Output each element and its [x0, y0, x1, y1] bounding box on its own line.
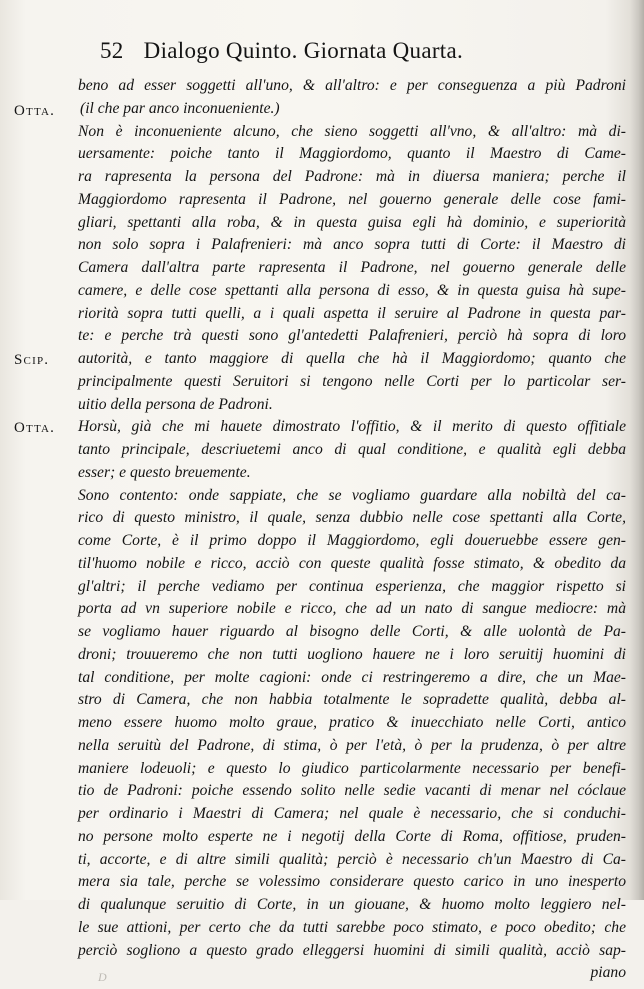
text-line: se vogliamo hauer riguardo al bisogno delle Corti, & alle uolontà de Pa- [78, 623, 626, 640]
text-line: beno ad esser soggetti all'uno, & all'altro: e per conseguenza a più Padroni [78, 77, 626, 94]
text-line: stro di Camera, che non habbia totalmente le sopradette qualità, debba al- [78, 691, 626, 709]
text-line: tanto principale, descriuetemi anco di qual conditione, e qualità egli debba [78, 441, 626, 458]
body-text [78, 75, 626, 985]
text-line: di qualunque seruitio di Corte, in un giouane, & huomo molto leggiero nel- [78, 896, 626, 913]
text-line: uitio della persona de Padroni. [78, 395, 273, 413]
text-line: meno essere huomo molto graue, pratico & inuecchiato nelle Corti, antico [78, 714, 626, 731]
text-line: perciò sogliono a questo grado elleggersi huomini di simili qualità, acciò sap- [78, 941, 626, 959]
speaker-label-otta-2: Otta. [14, 420, 56, 436]
page-header [100, 38, 620, 68]
text-line: Non è inconueniente alcuno, che sieno soggetti all'vno, & all'altro: mà di- [78, 122, 626, 140]
text-line: mera sia tale, perche se volessimo considerare questo carico in uno inesperto [78, 873, 626, 891]
text-line: riorità sopra tutti quelli, a i quali aspetta il seruire al Padrone in questa par- [78, 304, 626, 322]
text-line: Horsù, già che mi hauete dimostrato l'offitio, & il merito di questo offitiale [78, 418, 626, 436]
running-title: Dialogo Quinto. Giornata Quarta. [143, 38, 464, 63]
text-line: ti, accorte, e di altre simili qualità; perciò è necessario ch'un Maestro di Ca- [78, 850, 626, 868]
speaker-label-otta-1: Otta. [14, 103, 56, 119]
text-line: til'huomo nobile e ricco, acciò con queste qualità fosse stimato, & obedito da [78, 554, 626, 572]
text-line: gl'altri; il perche vediamo per continua esperienza, che maggior rispetto si [78, 577, 626, 595]
text-line: nella seruitù del Padrone, di stima, ò per l'età, ò per la prudenza, ò per altre [78, 736, 626, 754]
bottom-line [78, 962, 626, 985]
text-line: te: e perche trà questi sono gl'antedetti Palafrenieri, perciò hà sopra di loro [78, 327, 626, 345]
text-line: principalmente questi Seruitori si tengono nelle Corti per lo particolar ser- [78, 372, 626, 390]
text-line: Camera dall'altra parte rapresenta il Padrone, nel gouerno generale delle [78, 259, 626, 276]
text-line: tio de Padroni: poiche essendo solito nelle sedie vacanti di menar nel cóclaue [78, 782, 626, 800]
signature-mark: D [98, 970, 109, 985]
text-line: uersamente: poiche tanto il Maggiordomo, quanto il Maestro di Came- [78, 145, 626, 163]
text-line: gliari, spettanti alla roba, & in questa guisa egli hà dominio, e superiorità [78, 213, 626, 231]
text-line: camere, e delle cose spettanti alla persona di esso, & in questa guisa hà supe- [78, 281, 626, 299]
text-line: tal conditione, per molte cagioni: onde ci restringeremo a dire, che un Mae- [78, 668, 626, 686]
text-line: Sono contento: onde sappiate, che se vogliamo guardare alla nobiltà del ca- [78, 486, 626, 504]
speaker-label-scip: Scip. [14, 352, 50, 368]
text-line: autorità, e tanto maggiore di quella che hà il Maggiordomo; quanto che [78, 350, 626, 367]
catchword: piano [590, 964, 626, 982]
text-line: Maggiordomo rapresenta il Padrone, nel gouerno generale delle cose fami- [78, 190, 626, 208]
page-number: 52 [100, 38, 124, 63]
text-line: maniere lodeuoli; e questo lo giudico particolarmente necessario per benefi- [78, 759, 626, 777]
text-line: porta ad vn superiore nobile e ricco, che ad un nato di sangue mediocre: mà [78, 600, 626, 618]
text-line: le sue attioni, per certo che da tutti sarebbe poco stimato, e poco obedito; che [78, 918, 626, 936]
text-line: no persone molto esperte ne i negotij della Corte di Roma, offitiose, pruden- [78, 827, 626, 845]
text-line: (il che par anco inconueniente.) [80, 99, 280, 117]
text-line: droni; trouueremo che non tutti uogliono hauere ne i loro seruitij huomini di [78, 645, 626, 663]
text-line: non solo sopra i Palafrenieri: mà anco sopra tutti di Corte: il Maestro di [78, 236, 626, 254]
text-line: esser; e questo breuemente. [78, 463, 251, 481]
text-line: rico di questo ministro, il quale, senza dubbio nelle cose spettanti alla Corte, [78, 509, 626, 527]
text-line: come Corte, è il primo doppo il Maggiordomo, egli doueruebbe essere gen- [78, 532, 626, 549]
text-line: ra rapresenta la persona del Padrone: mà in diuersa maniera; perche il [78, 168, 626, 185]
page-spine-shadow [630, 0, 644, 900]
text-line: per ordinario i Maestri di Camera; nel quale è necessario, che si conduchi- [78, 805, 626, 822]
